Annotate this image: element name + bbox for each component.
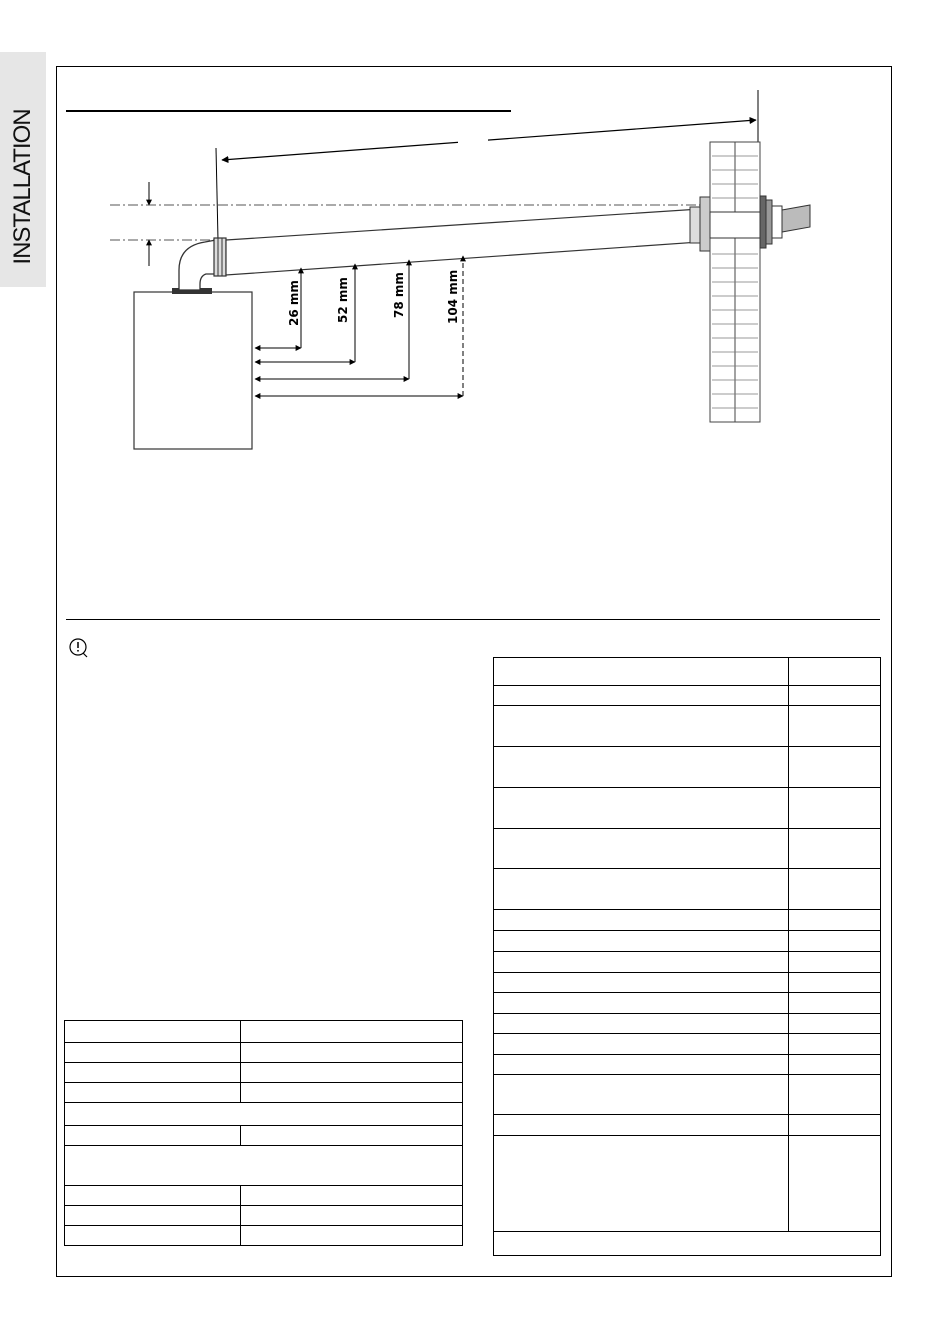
rise-label-26: 26 mm (287, 280, 301, 326)
section-divider (66, 619, 880, 620)
table-cell (241, 1186, 463, 1206)
table-cell (65, 1186, 241, 1206)
table-cell (494, 1014, 789, 1034)
side-tab-label: INSTALLATION (9, 109, 36, 265)
table-cell (789, 1055, 881, 1075)
table-cell (789, 973, 881, 993)
table-cell (789, 931, 881, 952)
table-cell (494, 910, 789, 931)
table-cell (65, 1021, 241, 1043)
table-cell (494, 1055, 789, 1075)
table-cell (241, 1126, 463, 1146)
table-cell (789, 1115, 881, 1136)
table-cell (241, 1043, 463, 1063)
table-cell (241, 1063, 463, 1083)
table-cell (494, 993, 789, 1014)
table-cell (494, 686, 789, 706)
flue-elbow (179, 240, 216, 290)
table-cell (789, 686, 881, 706)
table-cell (494, 869, 789, 910)
table-cell (494, 973, 789, 993)
table-cell (65, 1226, 241, 1246)
right-spec-table (493, 657, 881, 1256)
table-cell (789, 747, 881, 788)
table-cell (789, 706, 881, 747)
table-cell (789, 869, 881, 910)
table-cell (494, 747, 789, 788)
table-cell (494, 706, 789, 747)
rise-label-104: 104 mm (446, 269, 460, 324)
table-cell (65, 1206, 241, 1226)
table-cell (789, 829, 881, 869)
length-extension-left (216, 148, 218, 240)
table-cell (65, 1126, 241, 1146)
table-cell (65, 1146, 463, 1186)
outside-terminal (760, 196, 810, 248)
table-cell (494, 1075, 789, 1115)
table-cell (494, 1115, 789, 1136)
rise-label-78: 78 mm (392, 272, 406, 318)
table-cell (65, 1043, 241, 1063)
table-cell (789, 788, 881, 829)
table-cell (241, 1021, 463, 1043)
table-cell (494, 931, 789, 952)
table-cell (494, 1136, 789, 1232)
boiler-unit (134, 292, 252, 449)
table-cell (65, 1103, 463, 1126)
table-cell (494, 788, 789, 829)
table-cell (494, 658, 789, 686)
table-cell (65, 1063, 241, 1083)
table-cell (494, 1232, 881, 1256)
table-cell (789, 910, 881, 931)
table-cell (241, 1083, 463, 1103)
table-cell (789, 952, 881, 973)
table-cell (65, 1083, 241, 1103)
table-cell (789, 1136, 881, 1232)
table-cell (494, 829, 789, 869)
table-cell (789, 1014, 881, 1034)
table-cell (241, 1206, 463, 1226)
table-cell (241, 1226, 463, 1246)
wall-flange (700, 197, 710, 251)
table-cell (789, 658, 881, 686)
length-dimension-line (222, 120, 756, 160)
flue-installation-diagram (0, 0, 950, 640)
brick-wall (710, 142, 760, 422)
table-cell (789, 993, 881, 1014)
table-cell (789, 1075, 881, 1115)
table-cell (789, 1034, 881, 1055)
table-cell (494, 952, 789, 973)
left-spec-table (64, 1020, 463, 1246)
table-cell (494, 1034, 789, 1055)
rise-label-52: 52 mm (336, 277, 350, 323)
info-exclamation-icon (68, 637, 90, 659)
